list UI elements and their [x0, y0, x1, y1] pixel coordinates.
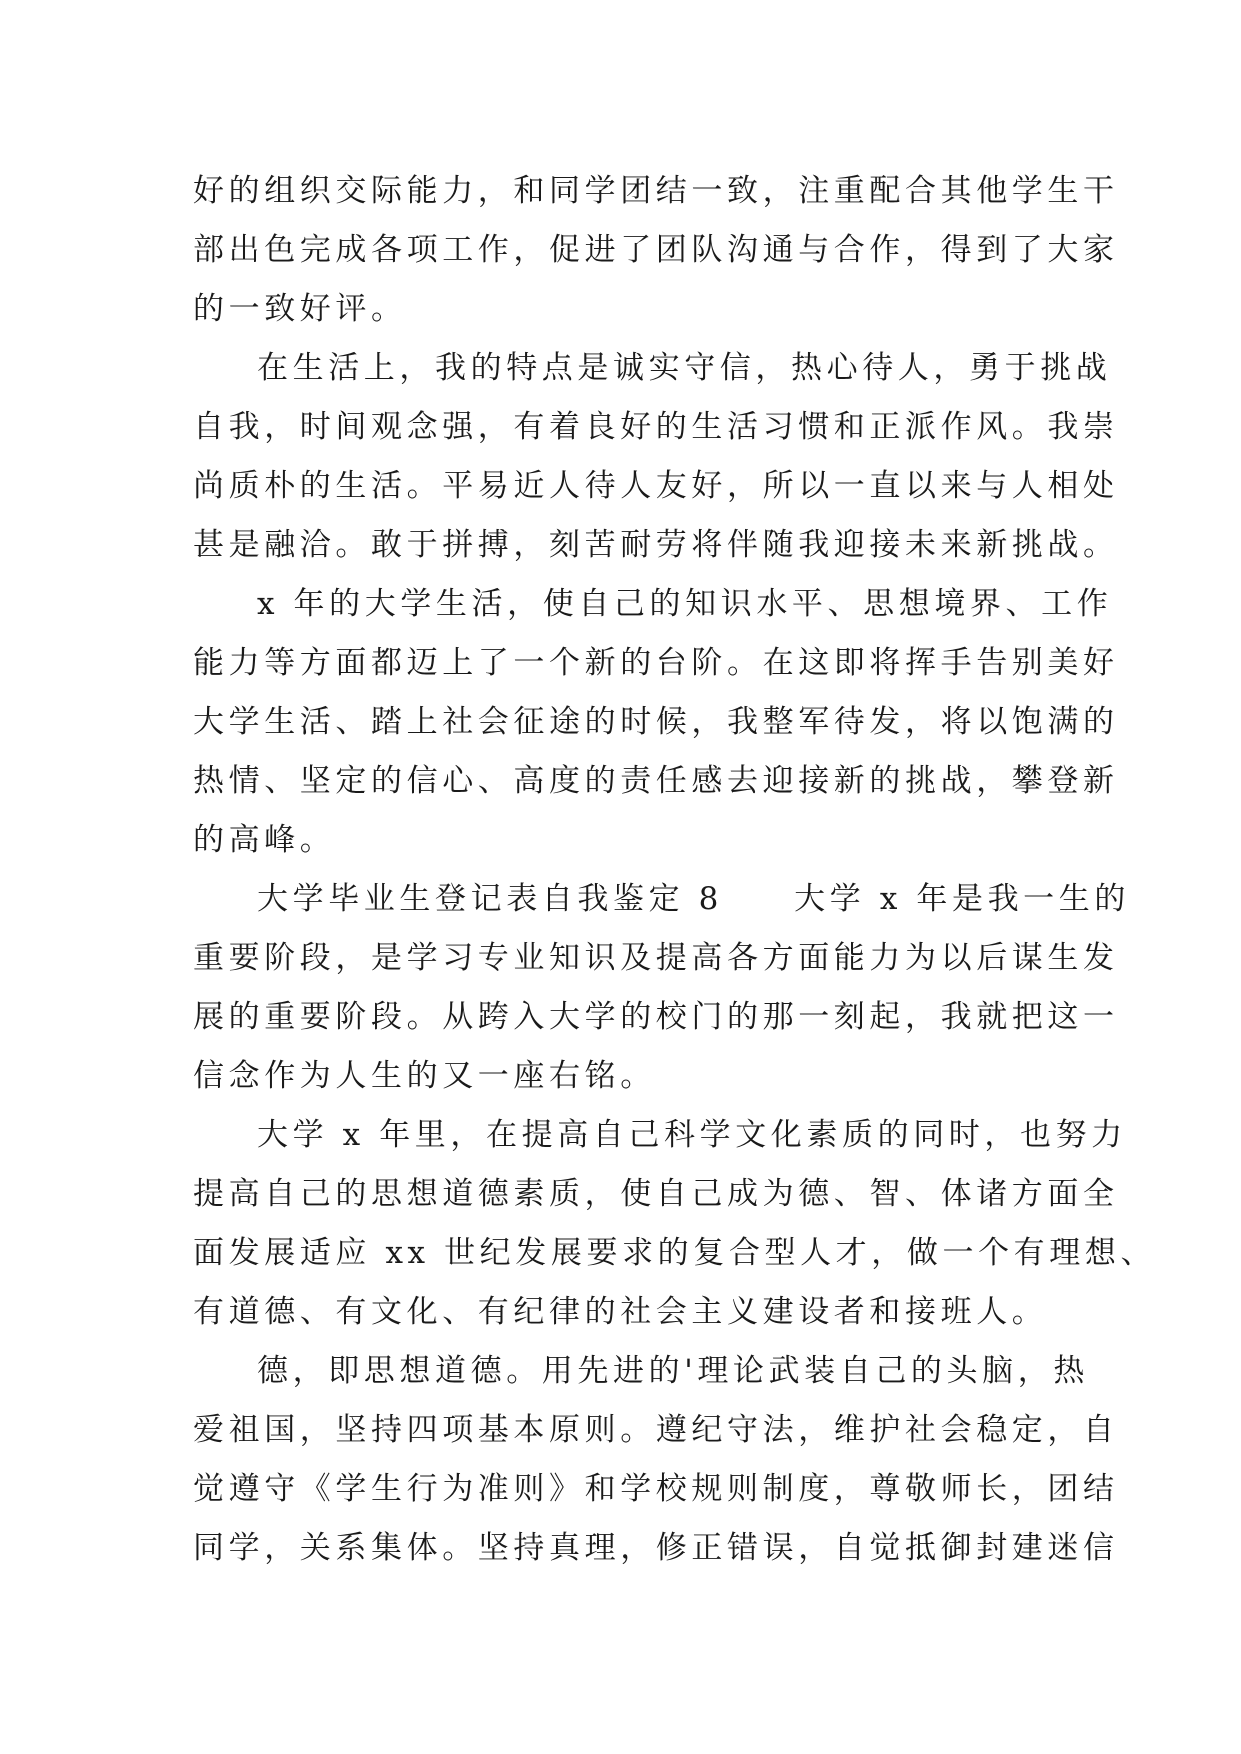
text-line: 热情、坚定的信心、高度的责任感去迎接新的挑战，攀登新 [193, 763, 1119, 799]
text-line: 能力等方面都迈上了一个新的台阶。在这即将挥手告别美好 [193, 645, 1119, 681]
text-line: 的高峰。 [193, 822, 336, 858]
paragraph-first-line: 大学 x 年里，在提高自己科学文化素质的同时，也努力 [257, 1117, 1127, 1153]
document-body [193, 162, 1157, 1578]
text-line: 同学，关系集体。坚持真理，修正错误，自觉抵御封建迷信 [193, 1530, 1119, 1566]
text-line: 尚质朴的生活。平易近人待人友好，所以一直以来与人相处 [193, 468, 1119, 504]
text-line: 展的重要阶段。从跨入大学的校门的那一刻起，我就把这一 [193, 999, 1119, 1035]
text-line: 提高自己的思想道德素质，使自己成为德、智、体诸方面全 [193, 1176, 1119, 1212]
text-line: 面发展适应 xx 世纪发展要求的复合型人才，做一个有理想、 [193, 1235, 1157, 1271]
text-line: 甚是融洽。敢于拼搏，刻苦耐劳将伴随我迎接未来新挑战。 [193, 527, 1119, 563]
text-line: 大学生活、踏上社会征途的时候，我整军待发，将以饱满的 [193, 704, 1119, 740]
text-line: 有道德、有文化、有纪律的社会主义建设者和接班人。 [193, 1294, 1048, 1330]
paragraph-first-line: 在生活上，我的特点是诚实守信，热心待人，勇于挑战 [257, 350, 1112, 386]
text-line: 好的组织交际能力，和同学团结一致，注重配合其他学生干 [193, 173, 1119, 209]
text-line: 爱祖国，坚持四项基本原则。遵纪守法，维护社会稳定，自 [193, 1412, 1119, 1448]
text-line: 部出色完成各项工作，促进了团队沟通与合作，得到了大家 [193, 232, 1119, 268]
paragraph-first-line: 德，即思想道德。用先进的'理论武装自己的头脑，热 [257, 1353, 1089, 1389]
text-line: 信念作为人生的又一座右铭。 [193, 1058, 656, 1094]
paragraph-first-line: x 年的大学生活，使自己的知识水平、思想境界、工作 [257, 586, 1113, 622]
paragraph-first-line: 大学毕业生登记表自我鉴定 8 大学 x 年是我一生的 [257, 881, 1130, 917]
text-line: 觉遵守《学生行为准则》和学校规则制度，尊敬师长，团结 [193, 1471, 1119, 1507]
text-line: 自我，时间观念强，有着良好的生活习惯和正派作风。我崇 [193, 409, 1119, 445]
text-line: 重要阶段，是学习专业知识及提高各方面能力为以后谋生发 [193, 940, 1119, 976]
text-line: 的一致好评。 [193, 291, 407, 327]
